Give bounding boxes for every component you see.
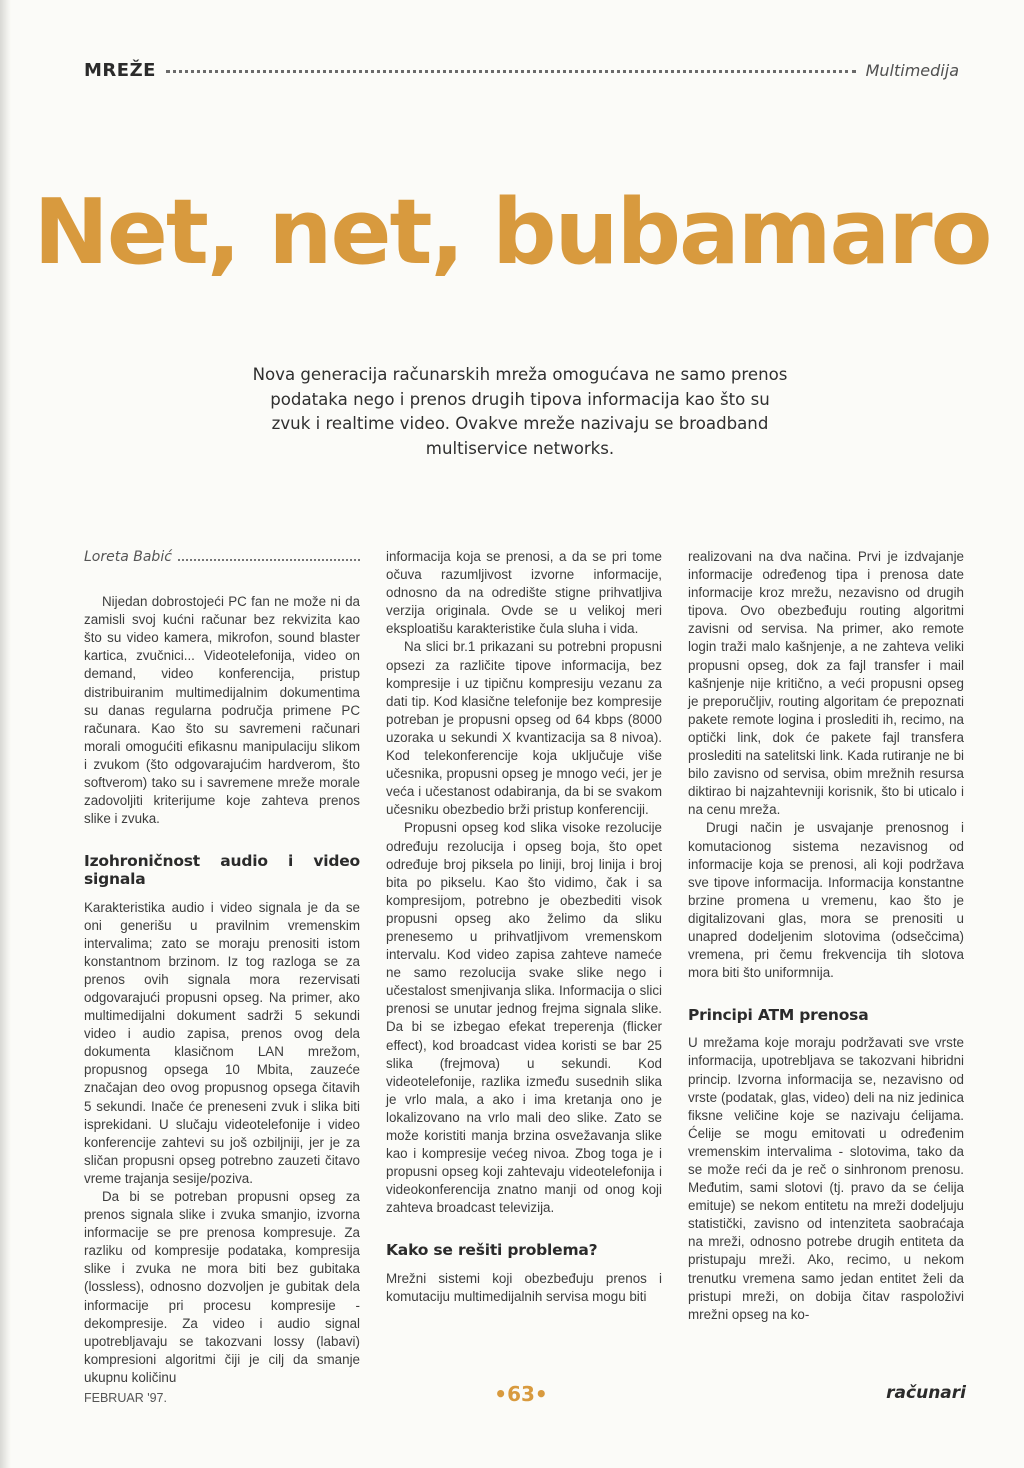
magazine-name: računari [886, 1383, 966, 1403]
paragraph: Karakteristika audio i video signala je da se oni generišu u pravilnim vremenskim intervalima; zato se moraju prenositi istom konstantnom brzinom. Iz tog razloga se za prenos ovih signala mora rezervisati odgovarajući propusni opseg. Na primer, ako multimedijalni dokument sadrži 5 sekundi video i audio zapisa, prenos ovog dela dokumenta klasičnom LAN mrežom, propusnog opsega 10 Mbita, zauzeće značajan deo ovog propusnog opsega čitavih 5 sekundi. Inače će preneseni zvuk i slika biti isprekidani. U slučaju videotelefonije i video konferencije zahtevi su još ozbiljniji, jer je za sličan propusni opseg potrebno zauzeti čitavo vreme trajanja sesije/poziva. [84, 899, 360, 1186]
category-label: Multimedija [865, 61, 959, 80]
paragraph: informacija koja se prenosi, a da se pri tome očuva razumljivost izvorne informacije, odnosno da na odredište stigne prihvatljiva verzija originala. Ovde se u velikoj meri eksploatišu karakteristike čula sluha i vida. [386, 549, 662, 637]
subheading: Principi ATM prenosa [688, 1006, 869, 1025]
author-line [84, 548, 360, 566]
paragraph: realizovani na dva načina. Prvi je izdvajanje informacije određenog tipa i prenosa date informacije kroz mrežu, nezavisno od drugih tipova. Ovo obezbeđuju routing algoritmi zavisni od servisa. Na primer, ako remote login traži malo kašnjenje, a ne zahteva veliki propusni opseg, dok za fajl transfer i mail kašnjenje nije kritično, a veći propusni opseg je preporučljiv, routing algoritam će prepoznati pakete remote logina i proslediti ih, recimo, na optički link, dok će pakete fajl transfera proslediti na satelitski link. Kada rutiranje ne bi bilo zavisno od servisa, obim mrežnih resursa diktirao bi najzahtevniji korisnik, što bi uticalo i na cenu mreža. [688, 549, 964, 818]
header-leader-dots [166, 60, 856, 73]
column-2 [386, 548, 662, 1306]
subheading: Kako se rešiti problema? [386, 1241, 598, 1260]
paragraph: Drugi način je usvajanje prenosnog i komutacionog sistema nezavisnog od informacije koja se prenosi, ali koji podržava sve tipove informacija. Informacija konstantne brzine promena u vremenu, kao što je digitalizovani glas, mora se prenositi u unapred dodeljenim slotovima (odsečcima) vremena, pri čemu frekvencija tih slotova mora biti što uniformnija. [688, 820, 964, 981]
paragraph: Propusni opseg kod slika visoke rezolucije određuju rezolucija i opseg boja, što opet određuje broj piksela po liniji, broj linija i broj bita po pikselu. Kao što vidimo, čak i sa kompresijom, potrebno je obezbediti visok propusni opseg ako želimo da sliku prenesemo u prihvatljivom vremenskom intervalu. Kod video zapisa zahteve nameće ne samo rezolucija svake slike nego i učestalost smenjivanja slika. Informacija o slici prenosi se unutar jednog frejma signala slike. Da bi se izbegao efekat treperenja (flicker effect), kod broadcast videa koristi se bar 25 slika (frejmova) u sekundi. Kod videotelefonije, razlika između susednih slika je vrlo mala, a ako i ima kretanja ono je lokalizovano na vrlo mali deo slike. Zato se može koristiti manja brzina osvežavanja slike kao i kompresije većeg nivoa. Zbog toga je i propusni opseg koji zahtevaju videotelefonija i videokonferencija znatno manji od onog koji zahteva broadcast televizija. [386, 820, 662, 1216]
running-header [84, 60, 959, 84]
paragraph: Na slici br.1 prikazani su potrebni propusni opsezi za različite tipove informacija, bez kompresije i uz tipičnu kompresiju vezanu za dati tip. Kod klasične telefonije bez kompresije potreban je propusni opseg od 64 kbps (8000 uzoraka u sekundi X kvantizacija sa 8 nivoa). Kod telekonferencije koja uključuje više učesnika, propusni opseg je mnogo veći, jer je veća i učestanost odabiranja, da bi se svakom učesniku obezbedio brži pristup konferenciji. [386, 639, 662, 818]
section-label: MREŽE [84, 60, 156, 81]
paragraph: Da bi se potreban propusni opseg za prenos signala slike i zvuka smanjio, izvorna informacije se pre prenosa kompresuje. Za razliku od kompresije podataka, kompresija slike i zvuka ne mora biti bez gubitaka (lossless), odnosno dozvoljen je gubitak dela informacije pri procesu kompresije - dekompresije. Za video i audio signal upotrebljavaju se takozvani lossy (labavi) kompresioni algoritmi čiji je cilj da smanje ukupnu količinu [84, 1189, 360, 1385]
article-title: Net, net, bubamaro [33, 180, 991, 285]
subheading: Izohroničnost audio i video signala [84, 852, 360, 889]
column-1 [84, 548, 360, 1387]
page-number: •63• [494, 1382, 548, 1406]
article-lead: Nova generacija računarskih mreža omogućava ne samo prenos podataka nego i prenos drugih tipova informacija kao što su zvuk i realtime video. Ovakve mreže nazivaju se broadband multiservice networks. [252, 365, 788, 458]
column-3 [688, 548, 964, 1324]
paragraph: Mrežni sistemi koji obezbeđuju prenos i komutaciju multimedijalnih servisa mogu biti [386, 1270, 662, 1304]
paragraph: U mrežama koje moraju podržavati sve vrste informacija, upotrebljava se takozvani hibridni princip. Izvorna informacija se, nezavisno od vrste (podatak, glas, video) deli na niz jedinica fiksne veličine koje se nazivaju ćelijama. Ćelije se mogu emitovati u određenim vremenskim intervalima - slotovima, tako da se može reći da je reč o sinhronom prenosu. Međutim, sami slotovi (tj. pravo da se ćelija emituje) se nekom entitetu na mreži dodeljuju statistički, zavisno od intenziteta saobraćaja na mreži, odnosno potrebe drugih entiteta da pristupaju mreži. Ako, recimo, u nekom trenutku vremena samo jedan entitet želi da pristupi mreži, on dobija čitav raspoloživi mrežni opseg na ko- [688, 1035, 964, 1322]
author-name: Loreta Babić [84, 549, 172, 565]
issue-date: FEBRUAR '97. [84, 1391, 167, 1405]
author-leader-dots [178, 551, 360, 561]
paragraph: Nijedan dobrostojeći PC fan ne može ni da zamisli svoj kućni računar bez rekvizita kao što su video kamera, mikrofon, sound blaster kartica, zvučnici... Videotelefonija, video on demand, video konferencija, pristup distribuiranim multimedijalnim dokumentima su danas regularna područja primene PC računara. Kao što su savremeni računari morali omogućiti efikasnu manipulaciju slikom i zvukom (što odgovarajućim hardverom, što softverom) tako su i savremene mreže morale zadovoljiti kriterijume koje zahteva prenos slike i zvuka. [84, 594, 360, 827]
